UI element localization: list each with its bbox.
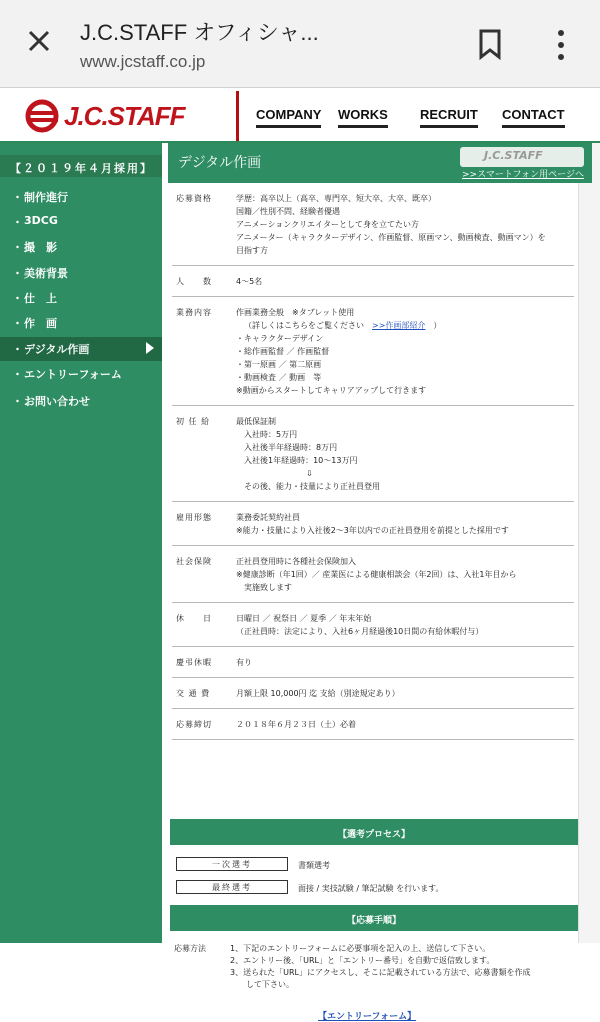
table-row: 交 通 費 月額上限 10,000円 迄 支給（別途規定あり） [172, 678, 574, 709]
nav-recruit[interactable]: RECRUIT [420, 107, 478, 128]
sidebar-item-animation[interactable]: ・ 作 画 [12, 317, 57, 330]
web-page [0, 89, 600, 1022]
table-row: 人 数 4～5名 [172, 266, 574, 297]
close-icon[interactable] [22, 24, 56, 58]
sidebar-item-digital-animation[interactable]: ・ デジタル作画 [0, 337, 162, 361]
table-row: 応募締切 ２０１８年６月２３日（土）必着 [172, 709, 574, 740]
apply-heading: 【応募手順】 [170, 905, 578, 931]
page-title-band [168, 143, 592, 183]
sidebar-item-photography[interactable]: ・ 撮 影 [12, 241, 57, 254]
details-link[interactable]: >>作画部紹介 [372, 321, 426, 330]
sidebar [0, 143, 162, 943]
smartphone-page-link[interactable]: >>スマートフォン用ページへ [462, 170, 585, 180]
browser-title: J.C.STAFF オフィシャ... [80, 20, 319, 45]
sidebar-item-production[interactable]: ・ 制作進行 [12, 191, 68, 204]
main-content: デジタル作画 J.C.STAFF >>スマートフォン用ページへ 応募資格 学歴：高卒以上（高卒、専門卒、短大卒、大卒、既卒） 国籍／性別不問、経験者優遇 アニメーションクリエイターとして身を立てたい方 アニメーター（キャラクターデザイン、作画監督、原画マン、動画検査、動画マン）を 目指す方 人 数 4～5名 業務内容 作画業務全般 ※タブレット使用 （詳しくはこちらをご覧ください >>作画部紹介 ） ・キャラクターデザイン ・総作画監督 ／ 作画監督 ・第一原画 ／ 第二原画 ・動画検査 ／ 動画 等 ※動画からスタートしてキャリアアップして行きます 初 任 給 最低保証制 入社時：5万円 入社後半年経過時：8万円 入社後1年経過時：10～13万円 ⇩ その後、能力・技量により正社員登用 雇用形態 業務委託契約社員 ※能力・技量により入社後2～3年以内での正社員登用を前提とした採用です 社会保険 正社員登用時に各種社会保険加入 ※健康診断（年1回）／ 産業医による健康相談会（年2回）は、入社1年目から 実施致します 休 日 日曜日 ／ 祝祭日 ／ 夏季 ／ 年末年始 （正社員時：法定により、入社6ヶ月経過後10日間の有給休暇付与） 慶弔休暇 有り 交 通 費 月額上限 10,000円 迄 支給（別途規定あり） 応募締切 ２０１８年６月２３日（土）必着 【選考プロセス】 一次選考 書類選考 最終選考 面接 / 実技試験 / 筆記試験 を行います。 【応募手順】 応募方法 1、下記のエントリーフォームに必要事項を記入の上、送信して下さい。 2、エントリー後、「URL」と「エントリー番号」を自動で返信致します。 3、送られた「URL」にアクセスし、そこに記載されている方法で、応募書類を作成 して下さい。 【エントリーフォーム】 [168, 143, 578, 943]
site-logo[interactable] [24, 99, 219, 133]
sidebar-item-entry-form[interactable]: ・ エントリーフォーム [12, 368, 122, 381]
apply-label: 応募方法 [174, 944, 206, 953]
sidebar-item-background-art[interactable]: ・ 美術背景 [12, 267, 68, 280]
site-header [0, 89, 600, 143]
arrow-down-icon: ⇩ [306, 469, 313, 478]
bookmark-icon[interactable] [476, 28, 504, 60]
table-row: 休 日 日曜日 ／ 祝祭日 ／ 夏季 ／ 年末年始 （正社員時：法定により、入社6ヶ月経過後10日間の有給休暇付与） [172, 603, 574, 647]
right-margin [578, 143, 600, 943]
process-heading: 【選考プロセス】 [170, 819, 578, 845]
process-step-box: 最終選考 [176, 880, 288, 894]
table-row: 初 任 給 最低保証制 入社時：5万円 入社後半年経過時：8万円 入社後1年経過時：10～13万円 ⇩ その後、能力・技量により正社員登用 [172, 406, 574, 502]
page-title: デジタル作画 [178, 155, 262, 171]
arrow-right-icon [146, 342, 154, 354]
browser-url: www.jcstaff.co.jp [80, 52, 206, 71]
table-row: 雇用形態 業務委託契約社員 ※能力・技量により入社後2～3年以内での正社員登用を前提とした採用です [172, 502, 574, 546]
process-step-box: 一次選考 [176, 857, 288, 871]
table-row: 業務内容 作画業務全般 ※タブレット使用 （詳しくはこちらをご覧ください >>作画部紹介 ） ・キャラクターデザイン ・総作画監督 ／ 作画監督 ・第一原画 ／ 第二原画 ・動画検査 ／ 動画 等 ※動画からスタートしてキャリアアップして行きます [172, 297, 574, 406]
jcstaff-logo-icon [24, 99, 64, 133]
nav-works[interactable]: WORKS [338, 107, 388, 128]
requirements-table [168, 183, 578, 740]
nav-company[interactable]: COMPANY [256, 107, 321, 128]
mini-logo: J.C.STAFF [460, 147, 584, 167]
header-divider [236, 91, 239, 141]
sidebar-item-contact[interactable]: ・ お問い合わせ [12, 395, 90, 408]
more-menu-icon[interactable] [552, 28, 570, 62]
table-row: 慶弔休暇 有り [172, 647, 574, 678]
entry-form-link[interactable]: 【エントリーフォーム】 [318, 1012, 417, 1022]
table-row: 社会保険 正社員登用時に各種社会保険加入 ※健康診断（年1回）／ 産業医による健康相談会（年2回）は、入社1年目から 実施致します [172, 546, 574, 603]
logo-text: J.C.STAFF [64, 101, 185, 131]
nav-contact[interactable]: CONTACT [502, 107, 565, 128]
table-row: 応募資格 学歴：高卒以上（高卒、専門卒、短大卒、大卒、既卒） 国籍／性別不問、経験者優遇 アニメーションクリエイターとして身を立てたい方 アニメーター（キャラクターデザイン、作画監督、原画マン、動画検査、動画マン）を 目指す方 [172, 183, 574, 266]
sidebar-item-finishing[interactable]: ・ 仕 上 [12, 292, 57, 305]
sidebar-year-label: 【２０１９年４月採用】 [0, 155, 162, 177]
process-step-text: 書類選考 [298, 861, 330, 870]
process-step-text: 面接 / 実技試験 / 筆記試験 を行います。 [298, 884, 444, 893]
sidebar-item-3dcg[interactable]: ・ 3DCG [12, 214, 58, 229]
browser-toolbar [0, 0, 600, 88]
details-link-line[interactable]: （詳しくはこちらをご覧ください >>作画部紹介 ） [244, 321, 442, 330]
